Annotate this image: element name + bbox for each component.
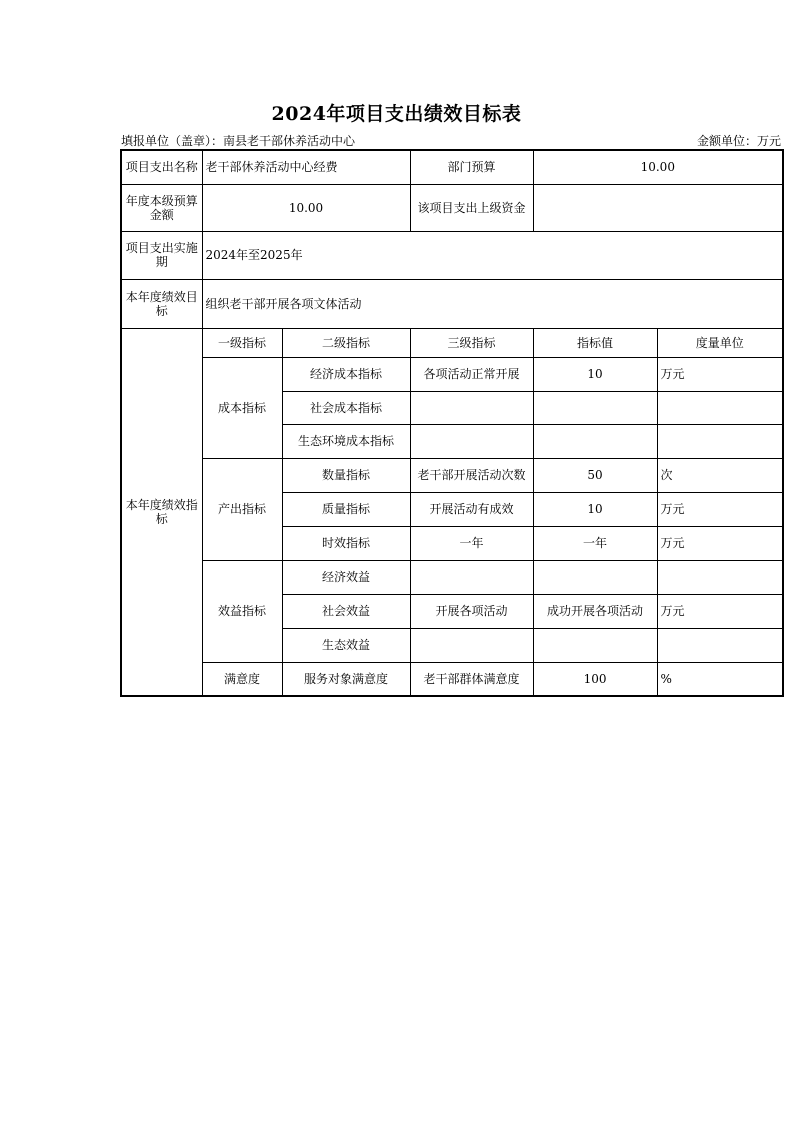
header-value: 指标值 bbox=[533, 328, 657, 357]
reporting-unit: 填报单位（盖章）：南县老干部休养活动中心 bbox=[121, 134, 356, 148]
upper-funds-value bbox=[533, 184, 783, 231]
level3-cell: 各项活动正常开展 bbox=[410, 357, 533, 391]
value-cell bbox=[533, 391, 657, 424]
unit-cell bbox=[657, 560, 783, 594]
project-name-value: 老干部休养活动中心经费 bbox=[202, 150, 410, 184]
level3-cell: 开展活动有成效 bbox=[410, 492, 533, 526]
unit-cell bbox=[657, 391, 783, 424]
header-level2: 二级指标 bbox=[282, 328, 410, 357]
level1-benefit: 效益指标 bbox=[202, 560, 282, 662]
level2-cell: 经济效益 bbox=[282, 560, 410, 594]
level2-cell: 服务对象满意度 bbox=[282, 662, 410, 696]
annual-budget-label: 年度本级预算金额 bbox=[121, 184, 202, 231]
header-unit: 度量单位 bbox=[657, 328, 783, 357]
level3-cell bbox=[410, 424, 533, 458]
unit-cell: 万元 bbox=[657, 526, 783, 560]
level3-cell: 开展各项活动 bbox=[410, 594, 533, 628]
unit-cell: 万元 bbox=[657, 357, 783, 391]
value-cell bbox=[533, 560, 657, 594]
unit-cell bbox=[657, 424, 783, 458]
goal-value: 组织老干部开展各项文体活动 bbox=[202, 279, 783, 328]
level1-output: 产出指标 bbox=[202, 458, 282, 560]
performance-target-table bbox=[120, 149, 784, 697]
level3-cell bbox=[410, 628, 533, 662]
level3-cell bbox=[410, 560, 533, 594]
value-cell bbox=[533, 628, 657, 662]
level2-cell: 社会成本指标 bbox=[282, 391, 410, 424]
project-name-label: 项目支出名称 bbox=[121, 150, 202, 184]
value-cell: 50 bbox=[533, 458, 657, 492]
value-cell: 成功开展各项活动 bbox=[533, 594, 657, 628]
level3-cell bbox=[410, 391, 533, 424]
goal-label: 本年度绩效目标 bbox=[121, 279, 202, 328]
header-level1: 一级指标 bbox=[202, 328, 282, 357]
value-cell: 10 bbox=[533, 492, 657, 526]
level2-cell: 经济成本指标 bbox=[282, 357, 410, 391]
indicators-section-label: 本年度绩效指标 bbox=[121, 328, 202, 696]
value-cell: 一年 bbox=[533, 526, 657, 560]
period-value: 2024年至2025年 bbox=[202, 231, 783, 279]
value-cell: 10 bbox=[533, 357, 657, 391]
level3-cell: 老干部开展活动次数 bbox=[410, 458, 533, 492]
level2-cell: 生态环境成本指标 bbox=[282, 424, 410, 458]
level3-cell: 老干部群体满意度 bbox=[410, 662, 533, 696]
upper-funds-label: 该项目支出上级资金 bbox=[410, 184, 533, 231]
unit-cell: 万元 bbox=[657, 594, 783, 628]
dept-budget-value: 10.00 bbox=[533, 150, 783, 184]
value-cell bbox=[533, 424, 657, 458]
level2-cell: 数量指标 bbox=[282, 458, 410, 492]
unit-cell bbox=[657, 628, 783, 662]
amount-unit: 金额单位：万元 bbox=[696, 134, 781, 148]
period-label: 项目支出实施期 bbox=[121, 231, 202, 279]
level2-cell: 社会效益 bbox=[282, 594, 410, 628]
level1-satisfaction: 满意度 bbox=[202, 662, 282, 696]
level2-cell: 生态效益 bbox=[282, 628, 410, 662]
annual-budget-value: 10.00 bbox=[202, 184, 410, 231]
unit-cell: 次 bbox=[657, 458, 783, 492]
unit-cell: % bbox=[657, 662, 783, 696]
header-level3: 三级指标 bbox=[410, 328, 533, 357]
dept-budget-label: 部门预算 bbox=[410, 150, 533, 184]
unit-cell: 万元 bbox=[657, 492, 783, 526]
level2-cell: 质量指标 bbox=[282, 492, 410, 526]
level1-cost: 成本指标 bbox=[202, 357, 282, 458]
value-cell: 100 bbox=[533, 662, 657, 696]
level2-cell: 时效指标 bbox=[282, 526, 410, 560]
page-title: 2024年项目支出绩效目标表 bbox=[271, 103, 522, 125]
level3-cell: 一年 bbox=[410, 526, 533, 560]
